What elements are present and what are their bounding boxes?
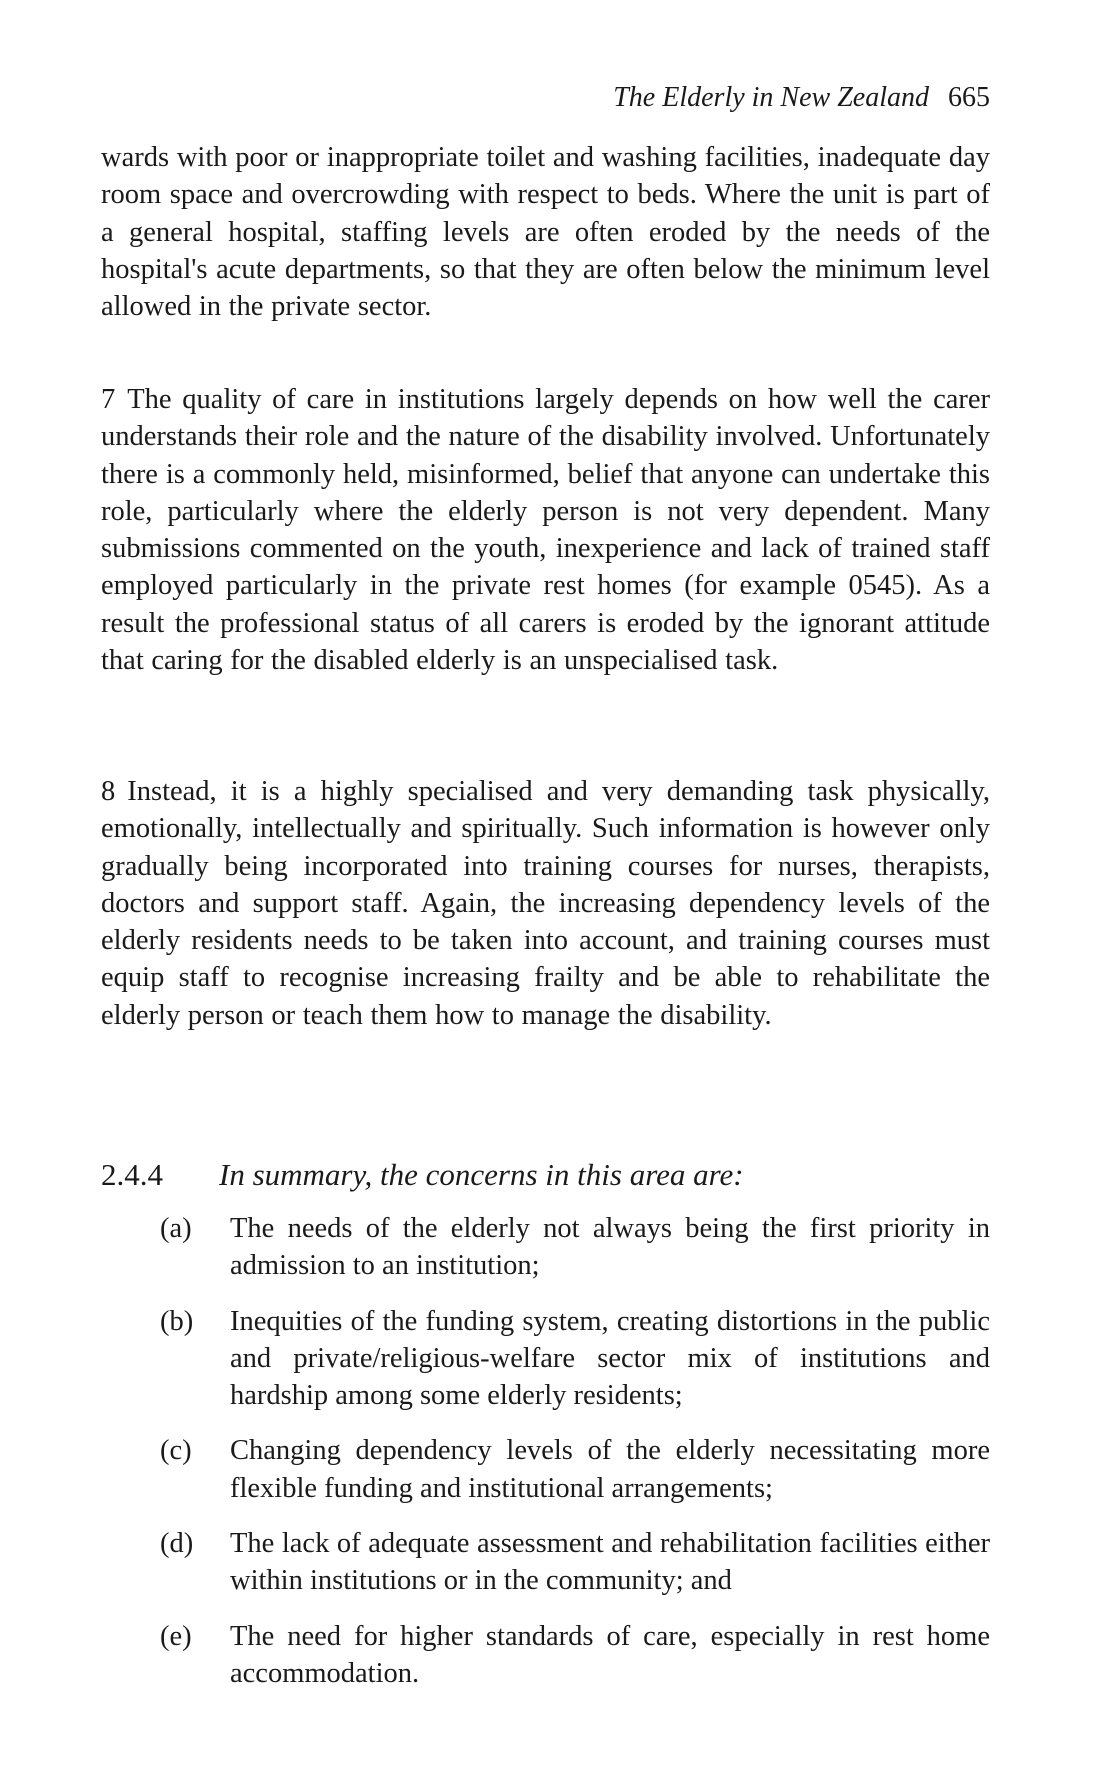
list-item [160,1618,990,1693]
list-item-marker: (c) [160,1435,192,1467]
running-head-title: The Elderly in New Zealand [613,82,929,113]
list-item-text: Changing dependency levels of the elderly necessitating more flexible funding and institutional arrangements; [230,1435,990,1504]
paragraph-text: Instead, it is a highly specialised and very demanding task physically, emotionally, intellectually and spiritually. Such information is however only gradually being incorporated into training courses for nurses, therapists, doctors and support staff. Again, the increasing dependency levels of the elderly residents needs to be taken into account, and training courses must equip staff to recognise increasing frailty and be able to rehabilitate the elderly person or teach them how to manage the disability. [101,776,990,1031]
list-item-text: The need for higher standards of care, especially in rest home accommodation. [230,1620,990,1689]
list-item-marker: (e) [160,1620,192,1652]
concerns-list [160,1210,990,1710]
list-item-text: The lack of adequate assessment and rehabilitation facilities either within institutions or in the community; and [230,1528,990,1597]
summary-section-heading [101,1153,744,1197]
list-item-marker: (a) [160,1213,192,1244]
list-item-marker: (b) [160,1305,194,1337]
list-item [160,1303,990,1415]
paragraph-8 [101,773,990,1034]
paragraph-continuation: wards with poor or inappropriate toilet and washing facilities, inadequate day room space and overcrowding with respect to beds. Where the unit is part of a general hospital, staffing levels are often eroded by the needs of the hospital's acute departments, so that they are often below the minimum level allowed in the private sector. [101,142,990,323]
section-number: 2.4.4 [101,1157,163,1192]
list-item-text: Inequities of the funding system, creating distortions in the public and private/religious-welfare sector mix of institutions and hardship among some elderly residents; [230,1305,990,1412]
page-number: 665 [948,82,990,113]
paragraph-7 [101,381,990,679]
list-item [160,1210,990,1285]
list-item [160,1525,990,1600]
paragraph-number: 8 [101,776,116,807]
list-item-text: The needs of the elderly not always being the first priority in admission to an institution; [230,1213,990,1282]
running-head [613,78,990,118]
section-title: In summary, the concerns in this area are: [219,1157,744,1192]
paragraph-number: 7 [101,384,116,415]
paragraph-text: The quality of care in institutions largely depends on how well the carer understands their role and the nature of the disability involved. Unfortunately there is a commonly held, misinformed, belief that anyone can undertake this role, particularly where the elderly person is not very dependent. Many submissions commented on the youth, inexperience and lack of trained staff employed particularly in the private rest homes (for example 0545). As a result the professional status of all carers is eroded by the ignorant attitude that caring for the disabled elderly is an unspecialised task. [101,384,990,677]
list-item-marker: (d) [160,1528,194,1560]
list-item [160,1432,990,1507]
